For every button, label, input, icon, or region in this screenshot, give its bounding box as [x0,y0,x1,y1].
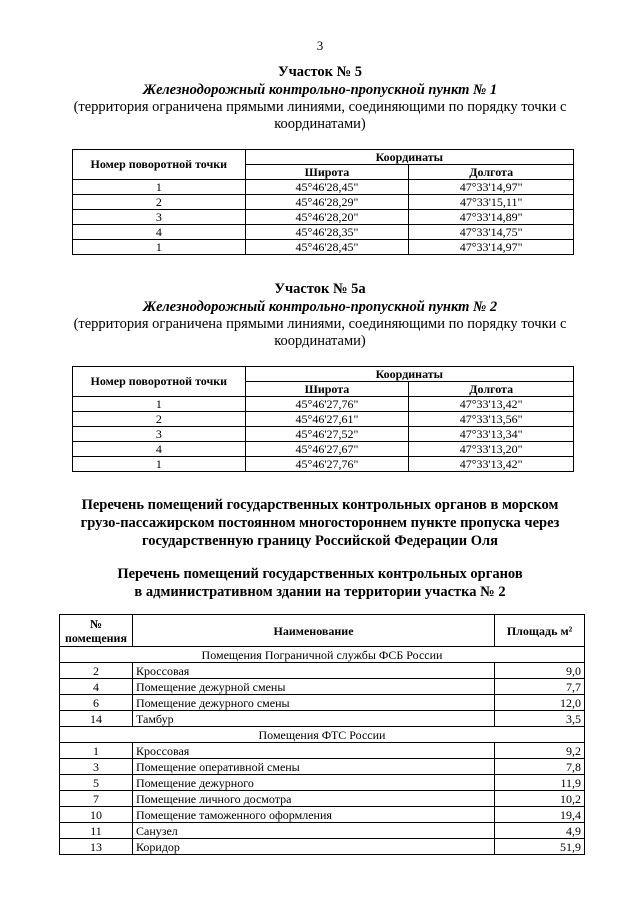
latitude: 45°46'28,45" [245,240,409,255]
room-area: 11,9 [495,775,585,791]
table-row [73,427,574,442]
room-area: 3,5 [495,711,585,727]
table-row [73,442,574,457]
section5-subtitle: Железнодорожный контрольно-пропускной пункт № 1 [142,82,498,98]
point-number: 1 [73,240,246,255]
section5-title: Участок № 5 [277,64,363,80]
longitude: 47°33'14,97" [409,240,574,255]
main-heading-line3: государственную границу Российской Федерации Оля [142,533,498,549]
table-row [73,180,574,195]
room-area: 4,9 [495,823,585,839]
col-lat-header: Широта [245,165,409,180]
point-number: 2 [73,412,246,427]
latitude: 45°46'28,20" [245,210,409,225]
point-number: 1 [73,180,246,195]
latitude: 45°46'28,45" [245,180,409,195]
room-area: 12,0 [495,695,585,711]
table-row [73,457,574,472]
col-lat-header: Широта [245,382,409,397]
latitude: 45°46'27,52" [245,427,409,442]
section5a-note-line2: координатами) [274,333,366,349]
longitude: 47°33'13,20" [409,442,574,457]
table-row [73,195,574,210]
latitude: 45°46'27,61" [245,412,409,427]
room-area: 9,2 [495,743,585,759]
table-row [60,807,585,823]
main-heading-line1: Перечень помещений государственных контрольных органов в морском [81,497,559,513]
section5-coordinates-table [72,149,574,255]
room-area: 51,9 [495,839,585,855]
col-coords-header: Координаты [245,150,573,165]
room-name: Помещение таможенного оформления [132,807,494,823]
table-row [60,823,585,839]
room-number: 5 [60,775,133,791]
latitude: 45°46'28,35" [245,225,409,240]
section5-note-line2: координатами) [274,116,366,132]
room-number: 1 [60,743,133,759]
table-row [73,225,574,240]
table-row [60,791,585,807]
group-fts-header: Помещения ФТС России [60,727,585,743]
point-number: 3 [73,427,246,442]
room-number: 13 [60,839,133,855]
table-row [60,695,585,711]
room-number: 2 [60,663,133,679]
main-heading-line2: грузо-пассажирском постоянном многостороннем пункте пропуска через [80,515,560,531]
longitude: 47°33'13,34" [409,427,574,442]
longitude: 47°33'14,75" [409,225,574,240]
group-fsb-header: Помещения Пограничной службы ФСБ России [60,647,585,663]
section5a-coordinates-table [72,366,574,472]
room-name: Санузел [132,823,494,839]
table-row [60,759,585,775]
table-row [60,663,585,679]
section5a-subtitle: Железнодорожный контрольно-пропускной пункт № 2 [142,299,498,315]
room-number: 4 [60,679,133,695]
room-name: Помещение дежурной смены [132,679,494,695]
section5a-note-line1: (территория ограничена прямыми линиями, соединяющими по порядку точки с [73,316,567,332]
point-number: 2 [73,195,246,210]
longitude: 47°33'13,56" [409,412,574,427]
sub-heading-line2: в административном здании на территории участка № 2 [134,584,506,600]
room-number: 3 [60,759,133,775]
room-name: Помещение дежурного [132,775,494,791]
room-number: 7 [60,791,133,807]
latitude: 45°46'27,67" [245,442,409,457]
section5a-title: Участок № 5а [274,281,366,297]
room-name: Помещение дежурного смены [132,695,494,711]
point-number: 4 [73,225,246,240]
room-area: 9,0 [495,663,585,679]
col-room-number-line1: № [89,616,103,631]
col-point-header: Номер поворотной точки [73,150,246,180]
room-number: 11 [60,823,133,839]
col-area-header: Площадь м² [495,615,585,647]
col-point-header: Номер поворотной точки [73,367,246,397]
latitude: 45°46'27,76" [245,457,409,472]
room-name: Кроссовая [132,743,494,759]
col-lon-header: Долгота [409,165,574,180]
col-coords-header: Координаты [245,367,573,382]
room-area: 7,7 [495,679,585,695]
room-name: Коридор [132,839,494,855]
latitude: 45°46'27,76" [245,397,409,412]
room-name: Помещение оперативной смены [132,759,494,775]
section5-note-line1: (территория ограничена прямыми линиями, соединяющими по порядку точки с [73,99,567,115]
col-lon-header: Долгота [409,382,574,397]
table-row [60,711,585,727]
room-number: 14 [60,711,133,727]
room-name: Тамбур [132,711,494,727]
room-area: 10,2 [495,791,585,807]
point-number: 3 [73,210,246,225]
table-row [73,240,574,255]
room-area: 7,8 [495,759,585,775]
table-row [60,839,585,855]
col-name-header: Наименование [132,615,494,647]
table-row [60,679,585,695]
longitude: 47°33'13,42" [409,397,574,412]
table-row [73,210,574,225]
room-number: 6 [60,695,133,711]
longitude: 47°33'15,11" [409,195,574,210]
longitude: 47°33'14,97" [409,180,574,195]
table-row [73,397,574,412]
rooms-table [59,614,585,855]
page-number: 3 [316,38,324,53]
room-name: Помещение личного досмотра [132,791,494,807]
longitude: 47°33'13,42" [409,457,574,472]
table-row [60,743,585,759]
col-room-number-line2: помещения [65,630,127,645]
longitude: 47°33'14,89" [409,210,574,225]
latitude: 45°46'28,29" [245,195,409,210]
col-room-number-header [60,615,133,647]
room-area: 19,4 [495,807,585,823]
room-number: 10 [60,807,133,823]
room-name: Кроссовая [132,663,494,679]
table-row [60,775,585,791]
point-number: 1 [73,397,246,412]
table-row [73,412,574,427]
point-number: 1 [73,457,246,472]
sub-heading-line1: Перечень помещений государственных контрольных органов [117,566,523,582]
point-number: 4 [73,442,246,457]
